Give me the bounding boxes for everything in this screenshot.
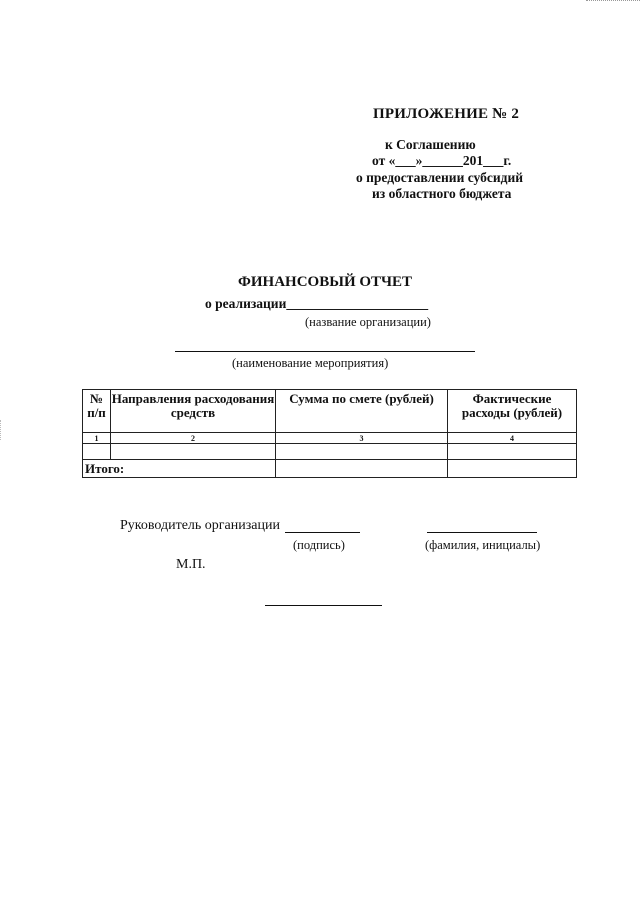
realization-line: о реализации_____________________	[205, 296, 429, 311]
table-cell	[83, 444, 111, 460]
appendix-agreement-line: к Соглашению	[385, 137, 476, 152]
total-actual-cell	[448, 460, 577, 478]
signature-line	[285, 532, 360, 533]
bottom-signature-line	[265, 605, 382, 606]
table-header-row	[83, 390, 577, 433]
column-number-3: 3	[276, 433, 448, 444]
signature-caption: (подпись)	[293, 538, 345, 552]
table-row	[83, 444, 577, 460]
event-caption: (наименование мероприятия)	[232, 356, 389, 370]
table-cell	[276, 444, 448, 460]
appendix-budget-line: из областного бюджета	[372, 186, 512, 201]
scan-edge-mark	[586, 0, 640, 1]
organization-caption: (название организации)	[305, 315, 431, 329]
scan-margin-mark	[0, 420, 1, 440]
table-number-row	[83, 433, 577, 444]
financial-report-table	[82, 389, 577, 478]
total-estimate-cell	[276, 460, 448, 478]
name-line	[427, 532, 537, 533]
appendix-title: ПРИЛОЖЕНИЕ № 2	[373, 106, 520, 122]
table-cell	[111, 444, 276, 460]
stamp-label: М.П.	[176, 557, 206, 572]
header-actual-expenses: Фактические расходы (рублей)	[448, 390, 577, 433]
head-of-organization-label: Руководитель организации	[120, 518, 280, 533]
column-number-2: 2	[111, 433, 276, 444]
column-number-4: 4	[448, 433, 577, 444]
name-caption: (фамилия, инициалы)	[425, 538, 541, 552]
total-label: Итого:	[83, 460, 276, 478]
table-total-row	[83, 460, 577, 478]
report-title: ФИНАНСОВЫЙ ОТЧЕТ	[238, 274, 413, 290]
header-estimate-sum: Сумма по смете (рублей)	[276, 390, 448, 433]
appendix-date-line: от «___»______201___г.	[372, 153, 512, 168]
header-directions: Направления расходования средств	[111, 390, 276, 433]
table-cell	[448, 444, 577, 460]
header-number: № п/п	[83, 390, 111, 433]
event-name-line	[175, 351, 475, 352]
column-number-1: 1	[83, 433, 111, 444]
appendix-subsidy-line: о предоставлении субсидий	[356, 170, 524, 185]
